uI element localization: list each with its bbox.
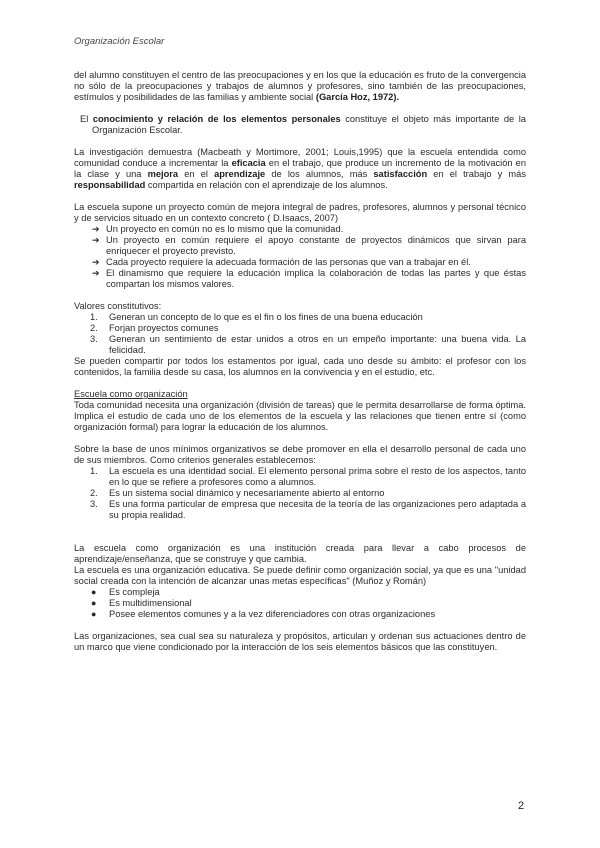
arrow-icon: ➔ [92, 235, 100, 245]
paragraph-convergence: del alumno constituyen el centro de las preocupaciones y en los que la educación es fruto de la convergencia no sólo de la preocupaciones y trabajos de alumnos y profesores, sino también de las preocupaciones, estímulos y posibilidades de las familias y ambiente social (García Hoz, 1972). [74, 70, 526, 102]
list-item: 2. Es un sistema social dinámico y necesariamente abierto al entorno [90, 488, 385, 498]
list-item: ➔ Un proyecto en común no es lo mismo que la comunidad. [92, 224, 344, 234]
paragraph-proyecto-comun: La escuela supone un proyecto común de mejora integral de padres, profesores, alumnos y personal técnico y de servicios situado en un contexto concreto ( D.Isaacs, 2007) [74, 202, 526, 223]
list-item: 1. La escuela es una identidad social. El elemento personal prima sobre el resto de los aspectos, tanto en lo que se refiere a profesores como a alumnos. [90, 466, 526, 487]
paragraph-organizaciones: Las organizaciones, sea cual sea su naturaleza y propósitos, articulan y ordenan sus actuaciones dentro de un marco que viene condicionado por la interacción de los seis elementos básicos que las constituyen. [74, 631, 526, 652]
criterios-list [74, 466, 526, 521]
valores-title: Valores constitutivos: [74, 301, 162, 311]
paragraph-institucion: La escuela como organización es una institución creada para llevar a cabo procesos de aprendizaje/enseñanza, que se construye y que cambia. [74, 543, 526, 564]
paragraph-organizacion-educativa: La escuela es una organización educativa. Se puede definir como organización social, ya que es una "unidad social creada con la intención de alcanzar unas metas específicas" (Muñoz y Román) [74, 565, 526, 586]
list-item: ➔ Un proyecto en común requiere el apoyo constante de proyectos dinámicos que sirvan para enriquecer el proyecto previsto. [92, 235, 526, 256]
bullet-list [74, 587, 526, 620]
list-item: 3. Generan un sentimiento de estar unidos a otros en un empeño importante: una buena vida. La felicidad. [90, 334, 526, 355]
arrow-icon: ➔ [92, 257, 100, 267]
citation: (García Hoz, 1972). [315, 92, 400, 102]
arrow-icon: ➔ [92, 268, 100, 278]
list-item: 1. Generan un concepto de lo que es el fin o los fines de una buena educación [90, 312, 423, 322]
bullet-icon: ● [91, 587, 97, 597]
paragraph-investigacion: La investigación demuestra (Macbeath y Mortimore, 2001; Louis,1995) que la escuela entendida como comunidad conduce a incrementar la eficacia en el trabajo, que produce un incremento de la motivación en la clase y una mejora en el aprendizaje de los alumnos, más satisfacción en el trabajo y más responsabilidad compartida en relación con el aprendizaje de los alumnos. [74, 147, 527, 190]
paragraph-minimos: Sobre la base de unos mínimos organizativos se debe promover en ella el desarrollo personal de cada uno de sus miembros. Como criterios generales establecemos: [74, 444, 526, 465]
list-item: ➔ Cada proyecto requiere la adecuada formación de las personas que van a trabajar en él. [92, 257, 471, 267]
list-item: ● Posee elementos comunes y a la vez diferenciadores con otras organizaciones [91, 609, 436, 619]
list-item: ● Es compleja [91, 587, 160, 597]
arrow-list [74, 224, 526, 290]
paragraph-comunidad: Toda comunidad necesita una organización (división de tareas) que le permita desarrollarse de forma óptima. Implica el estudio de cada uno de los elementos de la escuela y las relaciones que tienen entre sí (como organización formal) para lograr la educación de los alumnos. [74, 400, 526, 432]
page-number: 2 [518, 800, 525, 812]
page-body [74, 70, 526, 653]
running-header: Organización Escolar [74, 36, 165, 47]
bullet-icon: ● [91, 609, 97, 619]
list-item: 3. Es una forma particular de empresa que necesita de la teoría de las organizaciones pero adaptada a su propia realidad. [90, 499, 526, 520]
arrow-icon: ➔ [92, 224, 100, 234]
list-item: ➔ El dinamismo que requiere la educación implica la colaboración de todas las partes y que éstas compartan los mismos valores. [92, 268, 526, 289]
paragraph-elementos-personales: El conocimiento y relación de los elementos personales constituye el objeto más importante de la Organización Escolar. [80, 114, 526, 135]
list-item: 2. Forjan proyectos comunes [90, 323, 219, 333]
valores-list [74, 312, 526, 356]
list-item: ● Es multidimensional [91, 598, 192, 608]
paragraph-compartir: Se pueden compartir por todos los estamentos por igual, cada uno desde su ámbito: el profesor con los contenidos, la familia desde su casa, los alumnos en la convivencia y en el estudio, etc. [74, 356, 526, 377]
section-heading-escuela: Escuela como organización [74, 389, 188, 399]
bullet-icon: ● [91, 598, 97, 608]
